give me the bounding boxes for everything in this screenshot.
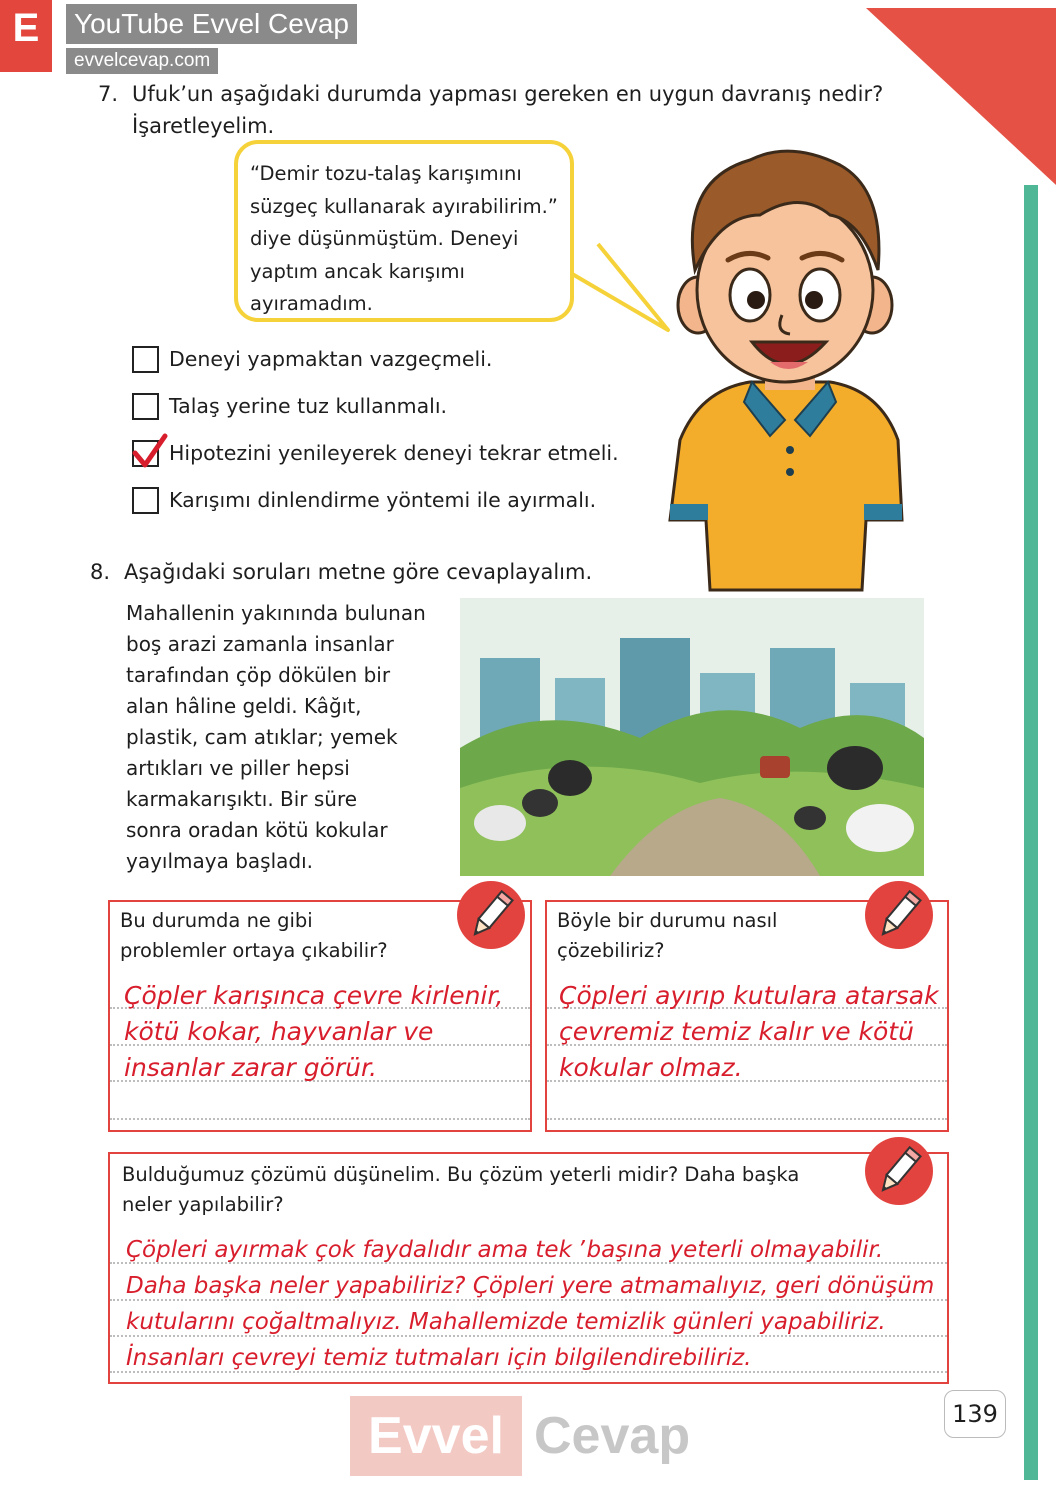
answer-text-line: Çöpler karışınca çevre kirlenir, [124,981,504,1010]
option-label: Hipotezini yenileyerek deneyi tekrar etmeli. [169,441,619,465]
footer-logo-cevap: Cevap [534,1407,691,1465]
story-line: boş arazi zamanla insanlar [126,632,394,656]
story-line: sonra oradan kötü kokular [126,818,388,842]
page-number: 139 [944,1390,1006,1438]
bubble-line: süzgeç kullanarak ayırabilirim.” [250,194,558,218]
handwritten-answer [559,978,939,1086]
answer-text-line: kutularını çoğaltmalıyız. Mahallemizde temizlik günleri yapabiliriz. [126,1309,886,1335]
box-question-line: Böyle bir durumu nasıl [557,909,778,932]
checkbox-icon[interactable] [132,487,159,514]
pencil-icon [862,1134,936,1208]
answer-text-line: çevremiz temiz kalır ve kötü [559,1017,914,1046]
option-label: Karışımı dinlendirme yöntemi ile ayırmalı. [169,488,597,512]
question-8-number: 8. [90,560,111,584]
box-question [120,906,388,966]
box-question-line: çözebiliriz? [557,939,665,962]
option-4[interactable] [132,485,596,515]
box-question [557,906,777,966]
answer-text-line: kötü kokar, hayvanlar ve [124,1017,434,1046]
option-label: Talaş yerine tuz kullanmalı. [169,394,448,418]
bubble-line: ayıramadım. [250,292,373,315]
side-bar [1024,185,1038,1480]
box-question [122,1160,799,1220]
story-line: alan hâline geldi. Kâğıt, [126,694,362,718]
answer-text-line: Çöpleri ayırıp kutulara atarsak [559,981,939,1010]
option-1[interactable] [132,344,492,374]
question-7-instruction: İşaretleyelim. [132,114,275,138]
boy-illustration [640,120,930,600]
handwritten-answer [124,978,503,1086]
speech-bubble [234,140,574,322]
checkbox-icon[interactable] [132,346,159,373]
story-line: artıkları ve piller hepsi [126,756,350,780]
box-question-line: neler yapılabilir? [122,1193,284,1216]
brand-title: YouTube Evvel Cevap [66,4,357,44]
question-7-number: 7. [98,82,119,106]
answer-text-line: insanlar zarar görür. [124,1053,377,1082]
checkbox-icon[interactable] [132,393,159,420]
option-3[interactable] [132,438,619,468]
story-line: Mahallenin yakınında bulunan [126,601,426,625]
box-question-line: Bu durumda ne gibi [120,909,313,932]
bubble-line: yaptım ancak karışımı [250,259,465,283]
option-label: Deneyi yapmaktan vazgeçmeli. [169,347,493,371]
story-line: tarafından çöp dökülen bir [126,663,391,687]
pencil-icon [862,878,936,952]
story-text [126,598,436,877]
answer-box-evaluation [108,1152,949,1384]
pencil-icon [454,878,528,952]
brand-logo: E [0,0,52,72]
option-2[interactable] [132,391,447,421]
garbage-scene-image [460,598,924,876]
answer-text-line: Daha başka neler yapabiliriz? Çöpleri yere atmamalıyız, geri dönüşüm [126,1273,935,1299]
checkbox-icon[interactable] [132,440,159,467]
checkmark-icon [130,433,168,471]
story-line: plastik, cam atıklar; yemek [126,725,398,749]
box-question-line: problemler ortaya çıkabilir? [120,939,388,962]
answer-text-line: İnsanları çevreyi temiz tutmaları için bilgilendirebiliriz. [126,1345,752,1371]
answer-text-line: kokular olmaz. [559,1053,743,1082]
bubble-line: diye düşünmüştüm. Deneyi [250,227,519,250]
handwritten-answer [126,1232,934,1376]
question-8-text: Aşağıdaki soruları metne göre cevaplayalım. [124,560,593,584]
brand-url[interactable]: evvelcevap.com [66,48,218,74]
bubble-line: “Demir tozu-talaş karışımını [250,162,522,185]
answer-text-line: Çöpleri ayırmak çok faydalıdır ama tek ʼbaşına yeterli olmayabilir. [126,1237,884,1263]
story-line: karmakarışıktı. Bir süre [126,787,358,811]
question-7-text: Ufuk’un aşağıdaki durumda yapması gereken en uygun davranış nedir? [132,82,884,106]
answer-line [547,1118,947,1120]
footer-logo-evvel: Evvel [350,1396,522,1476]
box-question-line: Bulduğumuz çözümü düşünelim. Bu çözüm yeterli midir? Daha başka [122,1163,800,1186]
story-line: yayılmaya başladı. [126,849,314,873]
answer-line [110,1118,530,1120]
